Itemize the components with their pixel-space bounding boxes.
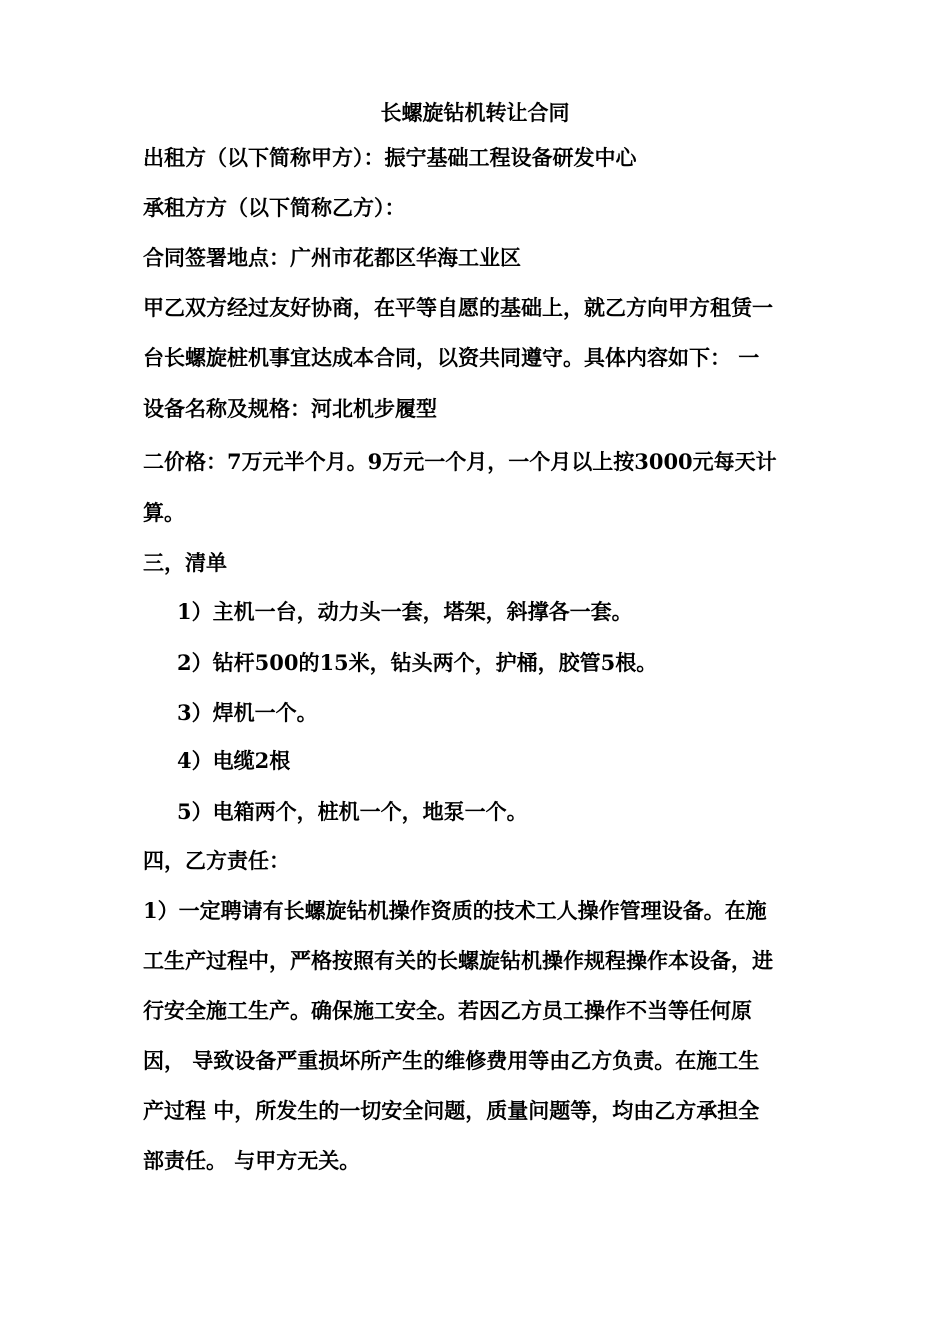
price-line: 二价格：7万元半个月。9万元一个月，一个月以上按3000元每天计 — [143, 449, 777, 474]
list-item: 3）焊机一个。 — [177, 700, 318, 725]
paragraph-line: 因， 导致设备严重损坏所产生的维修费用等由乙方负责。在施工生 — [143, 1048, 760, 1073]
paragraph-line: 部责任。 与甲方无关。 — [143, 1148, 361, 1173]
equipment-line: 设备名称及规格：河北机步履型 — [143, 396, 437, 421]
paragraph-line: 1）一定聘请有长螺旋钻机操作资质的技术工人操作管理设备。在施 — [143, 898, 767, 923]
lessor-line: 出租方（以下简称甲方）：振宁基础工程设备研发中心 — [143, 145, 637, 170]
section-heading-responsibility: 四，乙方责任： — [143, 848, 290, 873]
list-item: 5）电箱两个，桩机一个，地泵一个。 — [177, 799, 528, 824]
list-item: 4）电缆2根 — [177, 748, 291, 773]
list-item: 2）钻杆500的15米，钻头两个，护桶，胶管5根。 — [177, 650, 658, 675]
paragraph-line: 工生产过程中，严格按照有关的长螺旋钻机操作规程操作本设备，进 — [143, 948, 773, 973]
price-line-continued: 算。 — [143, 500, 185, 525]
paragraph-line: 甲乙双方经过友好协商，在平等自愿的基础上，就乙方向甲方租赁一 — [143, 295, 773, 320]
document-title: 长螺旋钻机转让合同 — [380, 100, 570, 125]
paragraph-line: 行安全施工生产。确保施工安全。若因乙方员工操作不当等任何原 — [143, 998, 752, 1023]
list-item: 1）主机一台，动力头一套，塔架，斜撑各一套。 — [177, 599, 633, 624]
lessee-line: 承租方方（以下简称乙方）： — [143, 195, 406, 220]
signing-location-line: 合同签署地点：广州市花都区华海工业区 — [143, 245, 521, 270]
paragraph-line: 产过程 中，所发生的一切安全问题，质量问题等，均由乙方承担全 — [143, 1098, 760, 1123]
paragraph-line: 台长螺旋桩机事宜达成本合同，以资共同遵守。具体内容如下： 一 — [143, 345, 760, 370]
section-heading-list: 三，清单 — [143, 550, 227, 575]
